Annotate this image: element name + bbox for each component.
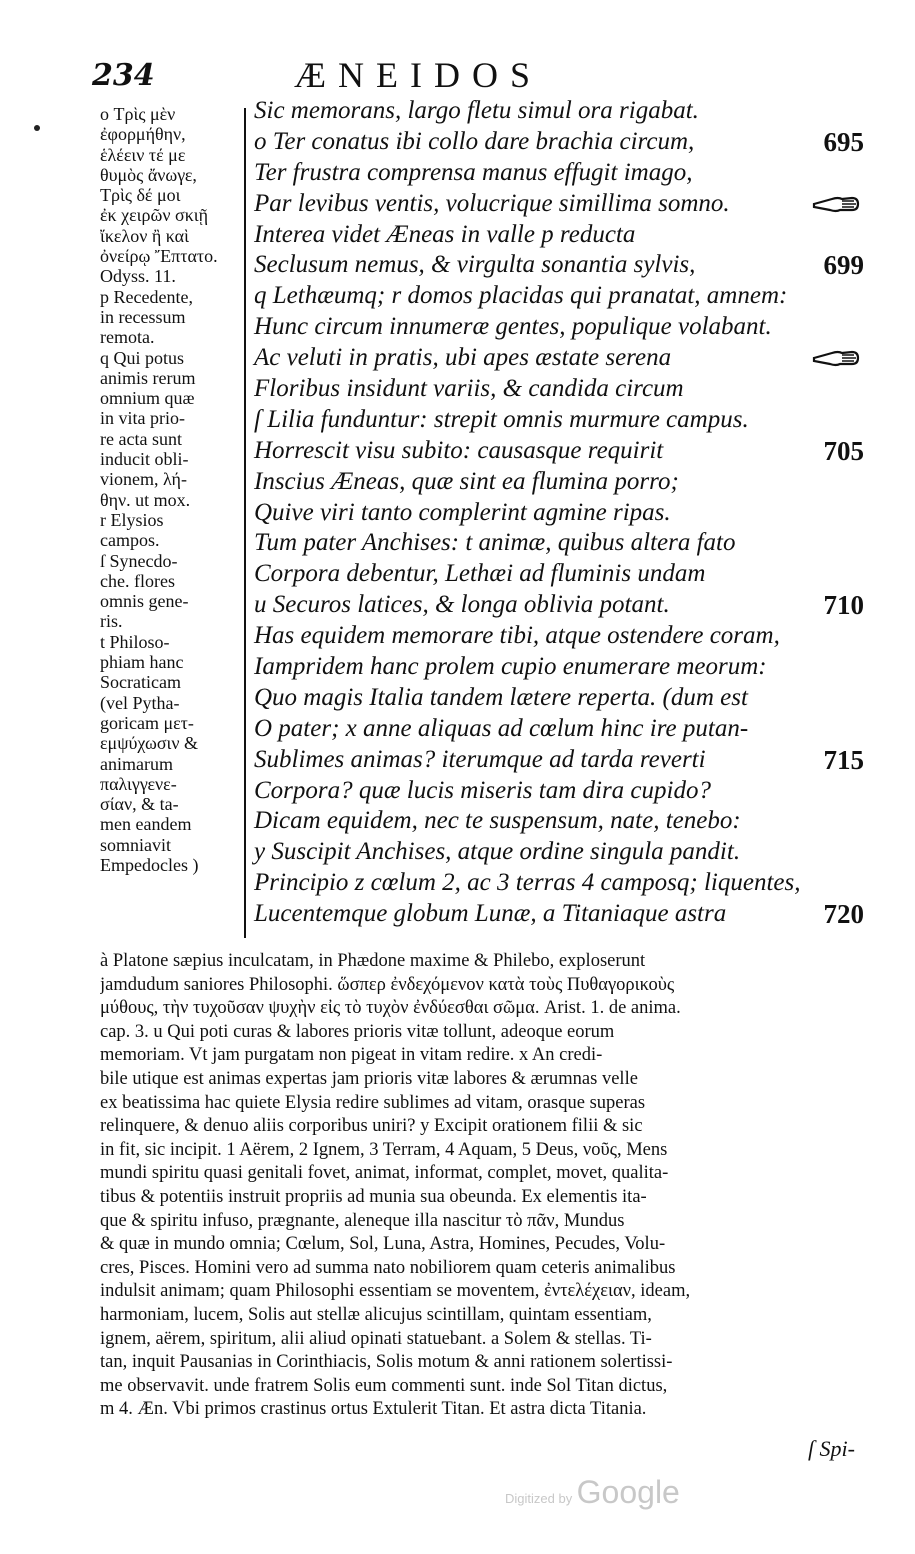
commentary-line: μύθους, τὴν τυχοῦσαν ψυχὴν εἰς τὸ τυχὸν ἐνδύεσθαι σῶμα. Arist. 1. de anima.	[100, 998, 681, 1019]
line-number: 699	[823, 250, 864, 281]
commentary-line: mundi spiritu quasi genitali fovet, animat, informat, complet, movet, qualita-	[100, 1163, 669, 1184]
commentary-line: in fit, sic incipit. 1 Aërem, 2 Ignem, 3 Terram, 4 Aquam, 5 Deus, νοῦς, Mens	[100, 1139, 668, 1160]
verse-line	[254, 899, 864, 930]
catchword: ſ Spi-	[807, 1436, 855, 1461]
verse-text: u Securos latices, & longa oblivia potant.	[254, 591, 670, 619]
verse-line	[254, 837, 864, 868]
commentary-line: harmoniam, lucem, Solis aut stellæ alicujus scintillam, quintam essentiam,	[100, 1304, 652, 1325]
margin-note-line: Socraticam	[100, 672, 181, 693]
commentary-line: relinquere, & denuo aliis corporibus uniri? y Excipit orationem filii & sic	[100, 1116, 643, 1137]
verse-line	[254, 312, 864, 343]
margin-note-line: ſ Synecdo-	[100, 550, 178, 571]
margin-note-line: vionem, λή-	[100, 469, 187, 490]
verse-line	[254, 621, 864, 652]
commentary-line: indulsit animam; quam Philosophi essentiam se moventem, ἐντελέχειαν, ideam,	[100, 1281, 691, 1302]
verse-text: Floribus insidunt variis, & candida circum	[254, 375, 684, 403]
commentary-line: tan, inquit Pausanias in Corinthiacis, Solis motum & anni rationem solertissi-	[100, 1352, 673, 1373]
verse-text: Hunc circum innumeræ gentes, populique volabant.	[254, 313, 772, 341]
commentary-line: cap. 3. u Qui poti curas & labores prioris vitæ tollunt, adeoque eorum	[100, 1021, 615, 1042]
line-number: 720	[823, 899, 864, 930]
verse-line	[254, 652, 864, 683]
margin-note-line: remota.	[100, 327, 155, 348]
verse-line	[254, 776, 864, 807]
verse-line	[254, 220, 864, 251]
margin-note-line: omnium quæ	[100, 388, 195, 409]
margin-note-line: παλιγγενε-	[100, 773, 177, 794]
verse-text: Corpora? quæ lucis miseris tam dira cupido?	[254, 776, 711, 804]
line-number: 715	[823, 744, 864, 775]
commentary-line: me observavit. unde fratrem Solis eum commenti sunt. inde Sol Titan dictus,	[100, 1375, 668, 1396]
verse-text: Corpora debentur, Lethæi ad fluminis undam	[254, 560, 706, 588]
verse-text: O pater; x anne aliquas ad cœlum hinc ire putan-	[254, 714, 749, 742]
verse-line	[254, 374, 864, 405]
verse-line	[254, 405, 864, 436]
verse-text: o Ter conatus ibi collo dare brachia circum,	[254, 127, 695, 155]
verse-text: Lucentemque globum Lunæ, a Titaniaque astra	[254, 900, 727, 928]
verse-line	[254, 343, 864, 374]
verse-line	[254, 467, 864, 498]
commentary-line: ex beatissima hac quiete Elysia redire sublimes ad vitam, orasque superas	[100, 1092, 646, 1113]
margin-note-line: ὀνείρῳ Ἔπτατο.	[100, 246, 218, 267]
commentary-line: ignem, aërem, spiritum, alii aliud opinati statuebant. a Solem & stellas. Ti-	[100, 1328, 652, 1349]
margin-note-line: θυμὸς ἄνωγε,	[100, 164, 197, 185]
verse-line	[254, 806, 864, 837]
margin-note-line: somniavit	[100, 834, 171, 855]
verse-line	[254, 189, 864, 220]
line-number: 695	[823, 126, 864, 157]
verse-line	[254, 96, 864, 127]
verse-line	[254, 436, 864, 467]
margin-note-line: r Elysios	[100, 509, 164, 530]
verse-text: Sublimes animas? iterumque ad tarda reverti	[254, 745, 706, 773]
margin-note-line: phiam hanc	[100, 652, 184, 673]
margin-note-line: ἑλέειν τέ με	[100, 144, 186, 165]
manicule-icon	[812, 193, 860, 215]
margin-note-line: ris.	[100, 611, 123, 632]
commentary-line: m 4. Æn. Vbi primos crastinus ortus Extulerit Titan. Et astra dicta Titania.	[100, 1399, 647, 1420]
margin-note-line: che. flores	[100, 570, 175, 591]
margin-note-line: εμψύχωσιν &	[100, 733, 199, 754]
verse-line	[254, 683, 864, 714]
verse-text: Dicam equidem, nec te suspensum, nate, tenebo:	[254, 807, 741, 835]
verse-text: Inscius Æneas, quæ sint ea flumina porro;	[254, 467, 679, 495]
margin-note-line: in recessum	[100, 306, 186, 327]
commentary-line: à Platone sæpius inculcatam, in Phædone maxime & Philebo, exploserunt	[100, 951, 646, 971]
margin-note-line: Τρὶς δέ μοι	[100, 185, 181, 206]
verse-line	[254, 868, 864, 899]
margin-note-line: re acta sunt	[100, 428, 182, 449]
margin-note-line: ἴκελον ἢ καὶ	[100, 225, 189, 246]
verse-line	[254, 714, 864, 745]
column-rule	[244, 108, 246, 938]
margin-note-line: q Qui potus	[100, 347, 185, 368]
manicule-icon	[812, 347, 860, 369]
verse-text: q Lethæumq; r domos placidas qui pranatat, amnem:	[254, 282, 788, 310]
commentary-line: cres, Pisces. Homini vero ad summa nato nobiliorem quam ceteris animalibus	[100, 1257, 676, 1278]
verse-text: ſ Lilia funduntur: strepit omnis murmure campus.	[254, 405, 749, 433]
running-head: ÆNEIDOS	[294, 55, 543, 95]
commentary-line: tibus & potentiis instruit propriis ad munia sua obeunda. Ex elementis ita-	[100, 1186, 647, 1207]
margin-note-line: p Recedente,	[100, 286, 193, 307]
margin-note-line: θην. ut mox.	[100, 489, 191, 510]
margin-note-line: Empedocles )	[100, 854, 199, 875]
ink-speck	[34, 125, 40, 131]
margin-note-line: inducit obli-	[100, 449, 189, 470]
verse-line	[254, 250, 864, 281]
margin-notes	[100, 104, 242, 875]
margin-note-line: σίαν, & ta-	[100, 794, 179, 815]
margin-note-line: animarum	[100, 753, 173, 774]
verse-text: Ac veluti in pratis, ubi apes æstate serena	[254, 344, 672, 372]
verse-text: Par levibus ventis, volucrique simillima somno.	[254, 189, 730, 217]
verse-block	[254, 96, 864, 930]
margin-note-line: goricam μετ-	[100, 712, 194, 733]
margin-note-line: (vel Pytha-	[100, 692, 180, 713]
commentary-block	[100, 950, 855, 1422]
page-number: 234	[92, 58, 155, 93]
commentary-line: & quæ in mundo omnia; Cœlum, Sol, Luna, Astra, Homines, Pecudes, Volu-	[100, 1234, 666, 1255]
verse-line	[254, 745, 864, 776]
verse-text: y Suscipit Anchises, atque ordine singula pandit.	[254, 838, 741, 866]
margin-note-line: campos.	[100, 530, 160, 551]
verse-text: Sic memorans, largo fletu simul ora rigabat.	[254, 97, 699, 124]
digitized-watermark	[505, 1474, 680, 1511]
verse-text: Seclusum nemus, & virgulta sonantia sylvis,	[254, 251, 696, 279]
margin-note-line: in vita prio-	[100, 408, 185, 429]
line-number: 710	[823, 590, 864, 621]
verse-line	[254, 528, 864, 559]
margin-note-line: o Τρὶς μὲν	[100, 104, 176, 124]
verse-line	[254, 127, 864, 158]
line-number: 705	[823, 435, 864, 466]
verse-line	[254, 281, 864, 312]
verse-line	[254, 498, 864, 529]
verse-line	[254, 559, 864, 590]
commentary-line: que & spiritu infuso, prægnante, aleneque illa nascitur τὸ πᾶν, Mundus	[100, 1210, 625, 1231]
verse-text: Interea videt Æneas in valle p reducta	[254, 220, 636, 248]
margin-note-line: ἐκ χειρῶν σκιῇ	[100, 205, 209, 226]
verse-text: Iampridem hanc prolem cupio enumerare meorum:	[254, 653, 767, 681]
margin-note-line: Odyss. 11.	[100, 266, 176, 287]
verse-text: Principio z cœlum 2, ac 3 terras 4 camposq; liquentes,	[254, 869, 801, 897]
commentary-line: jamdudum saniores Philosophi. ὥσπερ ἐνδεχόμενον κατὰ τοὺς Πυθαγορικοὺς	[100, 974, 675, 995]
margin-note-line: omnis gene-	[100, 591, 189, 612]
verse-text: Quo magis Italia tandem lætere reperta. (dum est	[254, 683, 748, 711]
google-logo: Google	[576, 1474, 680, 1510]
verse-text: Tum pater Anchises: t animæ, quibus altera fato	[254, 529, 736, 557]
digitized-prefix: Digitized by	[505, 1491, 573, 1506]
commentary-line: bile utique est animas expertas jam prioris vitæ labores & ærumnas velle	[100, 1068, 638, 1089]
page-header	[92, 55, 852, 100]
verse-text: Ter frustra comprensa manus effugit imago,	[254, 158, 693, 186]
margin-note-line: men eandem	[100, 814, 192, 835]
verse-text: Horrescit visu subito: causasque requirit	[254, 436, 664, 464]
verse-line	[254, 158, 864, 189]
verse-text: Has equidem memorare tibi, atque ostendere coram,	[254, 622, 780, 650]
verse-text: Quive viri tanto complerint agmine ripas.	[254, 498, 671, 526]
margin-note-line: animis rerum	[100, 367, 196, 388]
margin-note-line: t Philoso-	[100, 631, 170, 652]
commentary-line: memoriam. Vt jam purgatam non pigeat in vitam redire. x An credi-	[100, 1045, 603, 1066]
verse-line	[254, 590, 864, 621]
margin-note-line: ἐφορμήθην,	[100, 124, 186, 145]
